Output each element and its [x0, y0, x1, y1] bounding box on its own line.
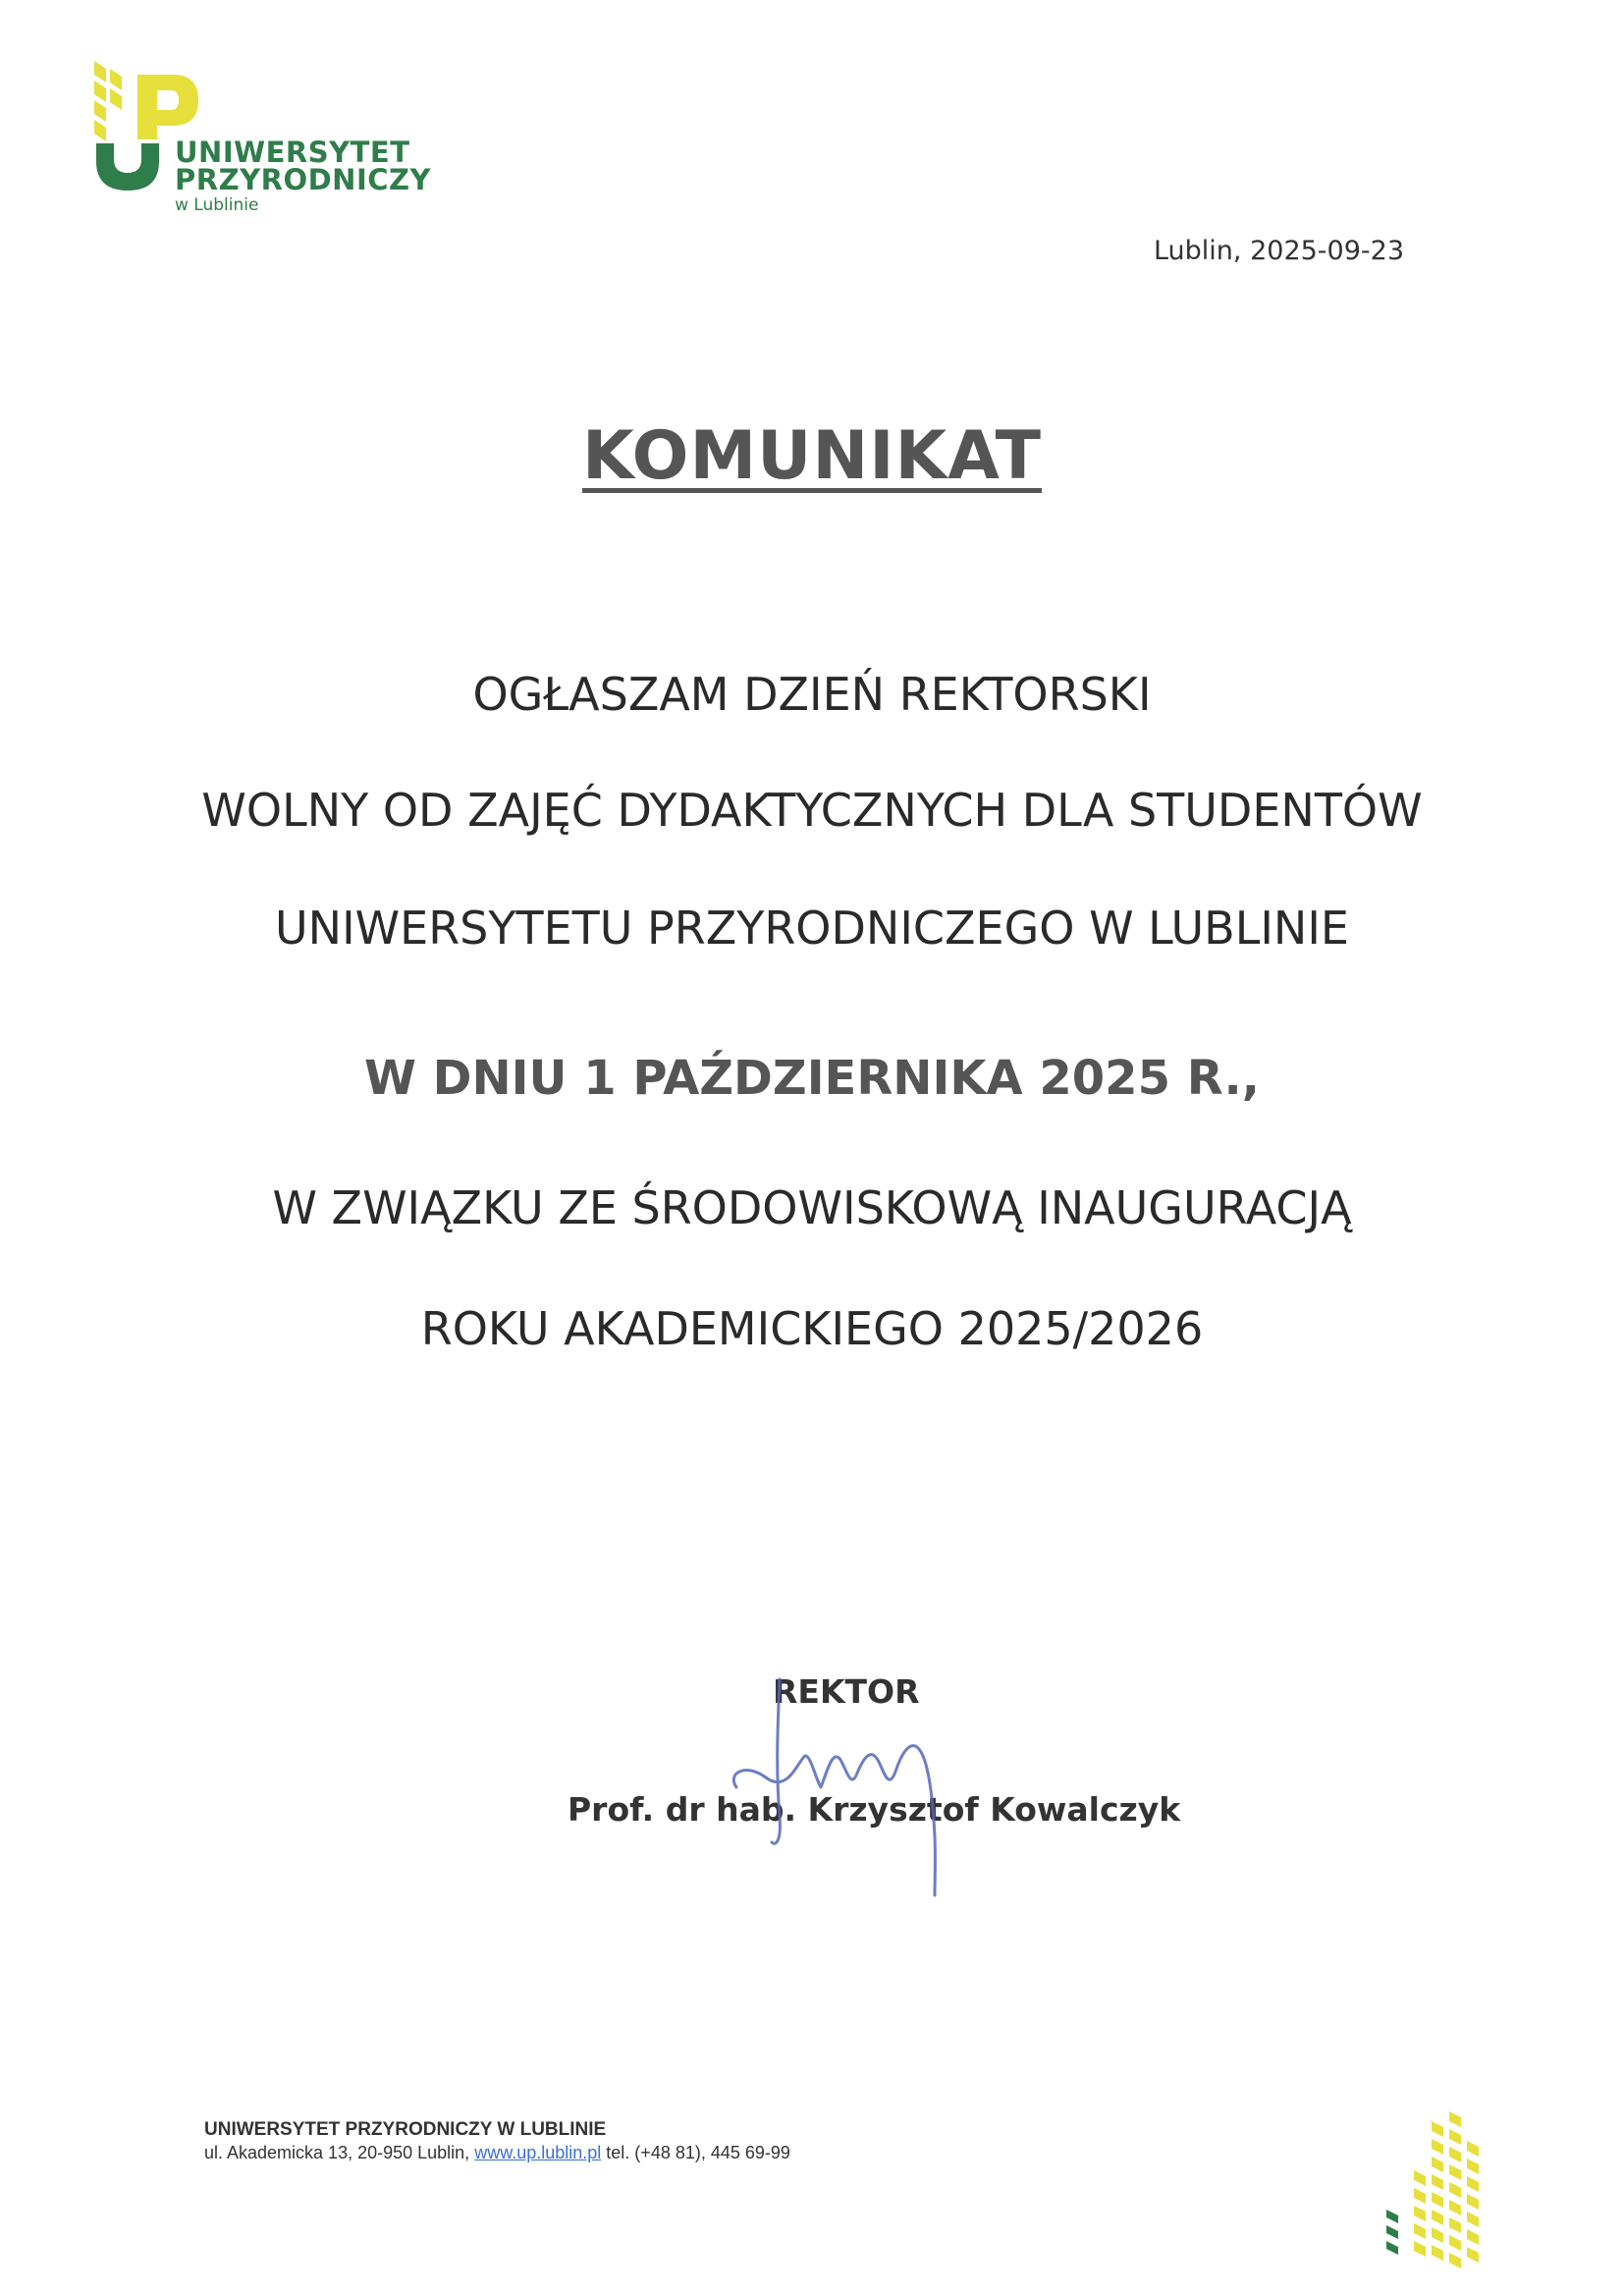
body-line-2: WOLNY OD ZAJĘĆ DYDAKTYCZNYCH DLA STUDENTÓW: [201, 784, 1423, 837]
body-line-date: W DNIU 1 PAŹDZIERNIKA 2025 R.,: [363, 1051, 1261, 1106]
signatory-role: REKTOR: [773, 1672, 920, 1711]
footer-address: ul. Akademicka 13, 20-950 Lublin,: [204, 2143, 470, 2162]
signatory-name: Prof. dr hab. Krzysztof Kowalczyk: [568, 1790, 1181, 1829]
document-title: [0, 417, 1624, 495]
body-line-1: OGŁASZAM DZIEŃ REKTORSKI: [472, 668, 1152, 721]
body-line-5: W ZWIĄZKU ZE ŚRODOWISKOWĄ INAUGURACJĄ: [272, 1181, 1352, 1234]
document-footer: [204, 2119, 790, 2163]
logo-line-3: w Lublinie: [175, 195, 259, 215]
corner-wheat-graphic: [1375, 2111, 1492, 2278]
footer-address-line: [204, 2143, 790, 2163]
logo-line-1: UNIWERSYTET: [175, 136, 410, 169]
footer-phone: tel. (+48 81), 445 69-99: [606, 2143, 790, 2162]
footer-website-link[interactable]: www.up.lublin.pl: [474, 2143, 602, 2162]
title-text: KOMUNIKAT: [582, 417, 1042, 495]
university-logo: [88, 61, 432, 218]
handwritten-signature: [677, 1650, 992, 1905]
body-line-6: ROKU AKADEMICKIEGO 2025/2026: [420, 1302, 1204, 1355]
body-line-3: UNIWERSYTETU PRZYRODNICZEGO W LUBLINIE: [275, 902, 1349, 955]
document-date: Lublin, 2025-09-23: [1153, 236, 1404, 266]
logo-line-2: PRZYRODNICZY: [175, 163, 432, 196]
footer-title: UNIWERSYTET PRZYRODNICZY W LUBLINIE: [204, 2119, 607, 2140]
logo-wordmark: [175, 138, 431, 215]
